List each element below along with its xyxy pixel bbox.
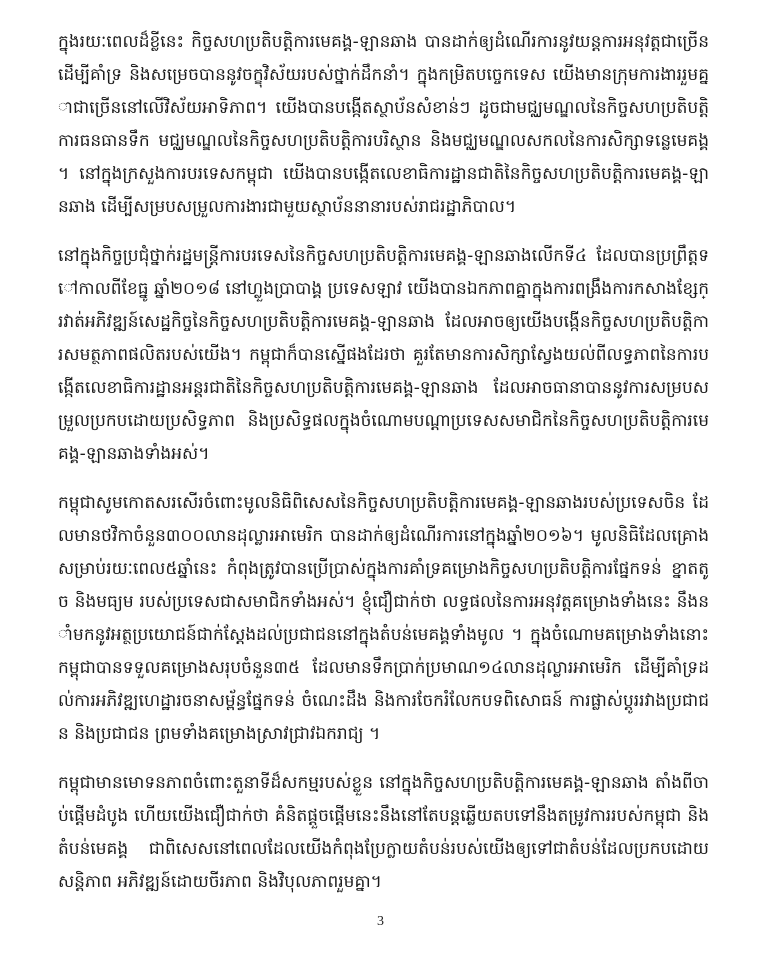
paragraph-mekong-lancang-mechanisms: ក្នុងរយៈពេលដ៏ខ្លីនេះ កិច្ចសហប្រតិបត្តិការមេគង្គ-ឡានឆាង បានដាក់ឲ្យដំណើរការនូវយន្តការអនុវត្តជាច្រើន ដើម្បីគាំទ្រ និងសម្រេចបាននូវចក្ខុវិស័យរបស់ថ្នាក់ដឹកនាំ។ ក្នុងកម្រិតបច្ចេកទេស យើងមានក្រុមការងាររួមគ្នាជាច្រើននៅលើវិស័យអាទិភាព។ យើងបានបង្កើតស្ថាប័នសំខាន់ៗ ដូចជាមជ្ឈមណ្ឌលនៃកិច្ចសហប្រតិបត្តិការធនធានទឹក មជ្ឈមណ្ឌលនៃកិច្ចសហប្រតិបត្តិការបរិស្ថាន និងមជ្ឈមណ្ឌលសកលនៃការសិក្សាទន្លេមេគង្គ។ នៅក្នុងក្រសួងការបរទេសកម្ពុជា យើងបានបង្កើតលេខាធិការដ្ឋានជាតិនៃកិច្ចសហប្រតិបត្តិការមេគង្គ-ឡានឆាង ដើម្បីសម្របសម្រួលការងារជាមួយស្ថាប័ននានារបស់រាជរដ្ឋាភិបាល។ [58,32,709,217]
paragraph-fourth-ministerial-meeting: នៅក្នុងកិច្ចប្រជុំថ្នាក់រដ្ឋមន្ត្រីការបរទេសនៃកិច្ចសហប្រតិបត្តិការមេគង្គ-ឡានឆាងលើកទី៤ ដែលបានប្រព្រឹត្តទៅកាលពីខែធ្នូ ឆ្នាំ២០១៨ នៅហ្លួងប្រាបាង្គ ប្រទេសឡាវ យើងបានឯកភាពគ្នាក្នុងការពង្រឹងការកសាងខ្សែក្រវាត់អភិវឌ្ឍន៍សេដ្ឋកិច្ចនៃកិច្ចសហប្រតិបត្តិការមេគង្គ-ឡានឆាង ដែលអាចឲ្យយើងបង្កើនកិច្ចសហប្រតិបត្តិការសមត្ថភាពផលិតរបស់យើង។ កម្ពុជាក៏បានស្នើផងដែរថា គួរតែមានការសិក្សាស្វែងយល់ពីលទ្ធភាពនៃការបង្កើតលេខាធិការដ្ឋានអន្តរជាតិនៃកិច្ចសហប្រតិបត្តិការមេគង្គ-ឡានឆាង ដែលអាចធានាបាននូវការសម្របសម្រួលប្រកបដោយប្រសិទ្ធភាព និងប្រសិទ្ធផលក្នុងចំណោមបណ្តាប្រទេសសមាជិកនៃកិច្ចសហប្រតិបត្តិការមេគង្គ-ឡានឆាងទាំងអស់។ [58,246,709,464]
page-number: 3 [377,914,384,929]
paragraph-cambodia-role: កម្ពុជាមានមោទនភាពចំពោះតួនាទីដ៏សកម្មរបស់ខ្លួន នៅក្នុងកិច្ចសហប្រតិបត្តិការមេគង្គ-ឡានឆាង តាំងពីចាប់ផ្តើមដំបូង ហើយយើងជឿជាក់ថា គំនិតផ្តួចផ្តើមនេះនឹងនៅតែបន្តឆ្លើយតបទៅនឹងតម្រូវការរបស់កម្ពុជា និងតំបន់មេគង្គ ជាពិសេសនៅពេលដែលយើងកំពុងប្រែក្លាយតំបន់របស់យើងឲ្យទៅជាតំបន់ដែលប្រកបដោយសន្តិភាព អភិវឌ្ឍន៍ដោយចីរភាព និងវិបុលភាពរួមគ្នា។ [58,773,709,892]
paragraph-special-fund: កម្ពុជាសូមកោតសរសើរចំពោះមូលនិធិពិសេសនៃកិច្ចសហប្រតិបត្តិការមេគង្គ-ឡានឆាងរបស់ប្រទេសចិន ដែលមានថវិកាចំនួន៣០០លានដុល្លារអាមេរិក បានដាក់ឲ្យដំណើរការនៅក្នុងឆ្នាំ២០១៦។ មូលនិធិដែលគ្រោងសម្រាប់រយៈពេល៥ឆ្នាំនេះ កំពុងត្រូវបានប្រើប្រាស់ក្នុងការគាំទ្រគម្រោងកិច្ចសហប្រតិបត្តិការផ្នែកទន់ ខ្នាតតូច និងមធ្យម របស់ប្រទេសជាសមាជិកទាំងអស់។ ខ្ញុំជឿជាក់ថា លទ្ធផលនៃការអនុវត្តគម្រោងទាំងនេះ នឹងនាំមកនូវអត្ថប្រយោជន៍ជាក់ស្តែងដល់ប្រជាជននៅក្នុងតំបន់មេគង្គទាំងមូល ។ ក្នុងចំណោមគម្រោងទាំងនោះ កម្ពុជាបានទទួលគម្រោងសរុបចំនួន៣៥ ដែលមានទឹកប្រាក់ប្រមាណ១៤លានដុល្លារអាមេរិក ដើម្បីគាំទ្រដល់ការអភិវឌ្ឍហេដ្ឋារចនាសម្ព័ន្ធផ្នែកទន់ ចំណេះដឹង និងការចែករំលែកបទពិសោធន៍ ការផ្លាស់ប្តូររវាងប្រជាជន និងប្រជាជន ព្រមទាំងគម្រោងស្រាវជ្រាវឯករាជ្យ ។ [58,493,709,744]
